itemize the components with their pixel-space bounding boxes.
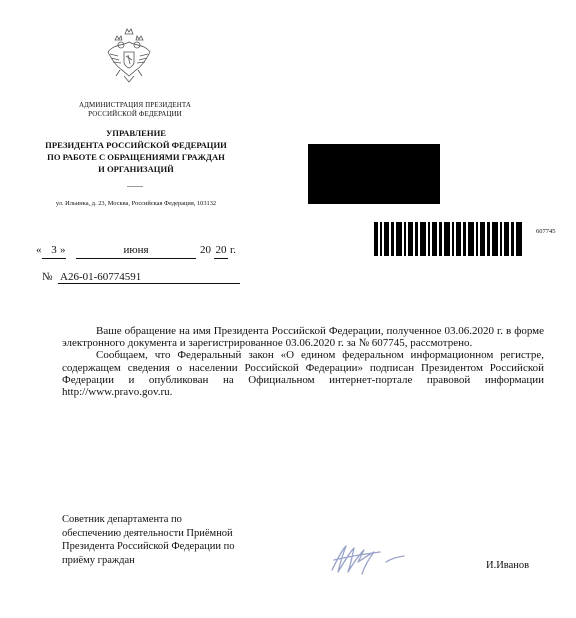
- redacted-recipient-block: [308, 144, 440, 204]
- barcode-number: 607745: [536, 228, 556, 235]
- document-number-label: №: [42, 271, 53, 283]
- body-paragraph-1: Ваше обращение на имя Президента Российской Федерации, полученное 03.06.2020 г. в форме электронного документа и зарегистрированное 03.06.2020 г. за № 607745, рассмотрено.: [62, 325, 544, 350]
- admin-line-1: АДМИНИСТРАЦИЯ ПРЕЗИДЕНТА: [78, 101, 192, 109]
- date-day: 3: [42, 242, 66, 259]
- department-line-1: УПРАВЛЕНИЕ: [106, 128, 166, 138]
- barcode: [374, 222, 524, 256]
- header-divider: [127, 186, 143, 187]
- date-quote-close: »: [60, 244, 66, 256]
- letter-body: [62, 325, 544, 398]
- signer-title-line-2: обеспечению деятельности Приёмной: [62, 527, 233, 539]
- department-line-3: ПО РАБОТЕ С ОБРАЩЕНИЯМИ ГРАЖДАН: [47, 152, 225, 162]
- date-century: 20: [200, 244, 211, 256]
- date-month: июня: [76, 242, 196, 259]
- coat-of-arms-icon: [104, 26, 154, 86]
- admin-line-2: РОССИЙСКОЙ ФЕДЕРАЦИИ: [88, 110, 182, 118]
- document-number: А26-01-60774591: [58, 271, 240, 284]
- body-paragraph-2: Сообщаем, что Федеральный закон «О едином федеральном информационном регистре, содержащем сведения о населении Российской Федерации» подписан Президентом Российской Федерации и опубликован на Официальном интернет-портале правовой информации http://www.pravo.gov.ru.: [62, 349, 544, 399]
- date-suffix: г.: [230, 244, 237, 256]
- signer-title-line-3: Президента Российской Федерации по: [62, 541, 235, 553]
- department-line-2: ПРЕЗИДЕНТА РОССИЙСКОЙ ФЕДЕРАЦИИ: [45, 140, 227, 150]
- signer-name: И.Иванов: [486, 560, 530, 571]
- signer-title-line-4: приёму граждан: [62, 554, 135, 566]
- date-year: 20: [214, 242, 228, 259]
- date-quote-open: «: [36, 244, 42, 256]
- department-line-4: И ОРГАНИЗАЦИЙ: [98, 164, 174, 174]
- signer-title-line-1: Советник департамента по: [62, 514, 182, 525]
- address: ул. Ильинка, д. 23, Москва, Российская Федерация, 103132: [55, 200, 217, 207]
- signer-title: [62, 513, 292, 567]
- handwritten-signature: [328, 540, 428, 580]
